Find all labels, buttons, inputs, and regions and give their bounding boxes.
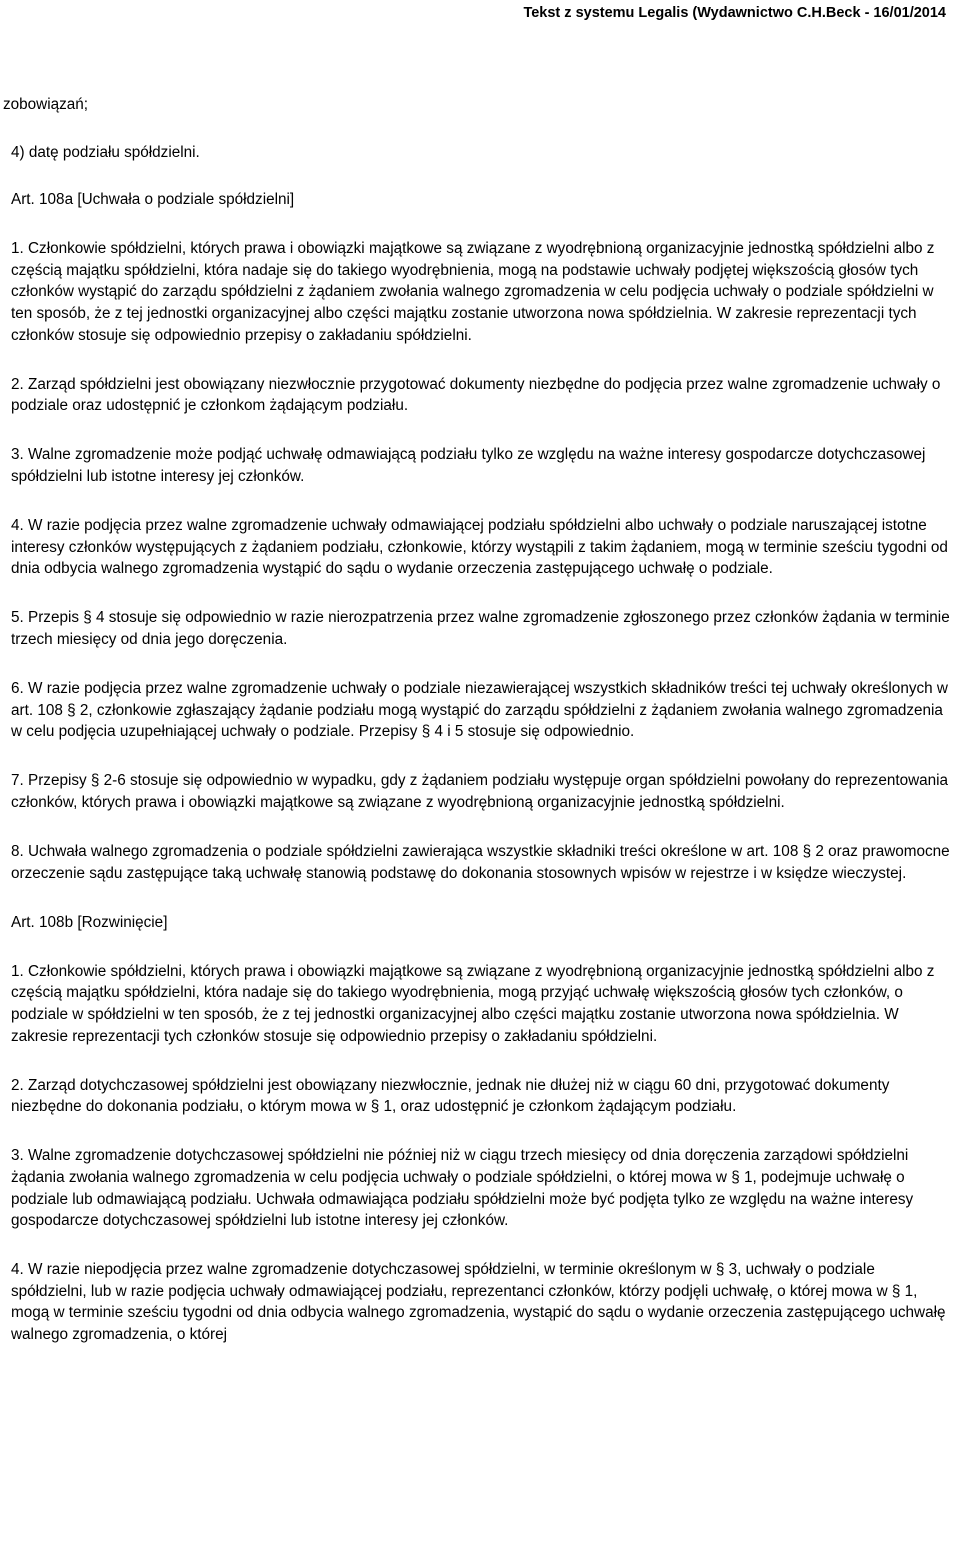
article-108b-paragraphs <box>3 961 953 1346</box>
source-header: Tekst z systemu Legalis (Wydawnictwo C.H.Beck - 16/01/2014 <box>523 5 946 21</box>
article-108a-para-3: 3. Walne zgromadzenie może podjąć uchwałę odmawiającą podziału tylko ze względu na ważne interesy gospodarcze dotychczasowej spółdzielni lub istotne interesy jej członków. <box>11 446 926 486</box>
article-108b-para-4: 4. W razie niepodjęcia przez walne zgromadzenie dotychczasowej spółdzielni, w terminie określonym w § 3, uchwały o podziale spółdzielni, lub w razie podjęcia uchwały odmawiającej podziału, reprezentanci członków, którzy podjęli uchwałę, o której mowa w § 1, mogą w terminie sześciu tygodni od dnia odbycia walnego zgromadzenia, wystąpić do sądu o wydanie orzeczenia zastępującego uchwałę walnego zgromadzenia, o której <box>11 1261 946 1344</box>
article-108a-para-5: 5. Przepis § 4 stosuje się odpowiednio w razie nierozpatrzenia przez walne zgromadzenie zgłoszonego przez członków żądania w terminie trzech miesięcy od dnia jego doręczenia. <box>11 609 950 648</box>
article-108b-heading: Art. 108b [Rozwinięcie] <box>11 913 168 931</box>
article-108a-paragraphs <box>3 238 953 884</box>
document-body <box>3 94 953 1346</box>
article-108a-para-6: 6. W razie podjęcia przez walne zgromadzenie uchwały o podziale niezawierającej wszystkich składników treści tej uchwały określonych w art. 108 § 2, członkowie zgłaszający żądanie podziału mogą wystąpić do zarządu spółdzielni z żądaniem zwołania walnego zgromadzenia w celu podjęcia uzupełniającej uchwały o podziale. Przepisy § 4 i 5 stosuje się odpowiednio. <box>11 680 948 741</box>
article-108a-para-1: 1. Członkowie spółdzielni, których prawa i obowiązki majątkowe są związane z wyodrębnioną organizacyjnie jednostką spółdzielni albo z częścią majątku spółdzielni, która nadaje się do takiego wyodrębnienia, mogą na podstawie uchwały podjętej większością głosów tych członków wystąpić do zarządu spółdzielni z żądaniem zwołania walnego zgromadzenia w celu podjęcia uchwały o podziale spółdzielni w ten sposób, że z tej jednostki organizacyjnej albo części majątku zostanie utworzona nowa spółdzielnia. W zakresie reprezentacji tych członków stosuje się odpowiednio przepisy o zakładaniu spółdzielni. <box>11 240 935 344</box>
article-108a-para-2: 2. Zarząd spółdzielni jest obowiązany niezwłocznie przygotować dokumenty niezbędne do podjęcia przez walne zgromadzenie uchwały o podziale oraz udostępnić je członkom żądającym podziału. <box>11 375 941 415</box>
article-108a-para-8: 8. Uchwała walnego zgromadzenia o podziale spółdzielni zawierająca wszystkie składniki treści określone w art. 108 § 2 oraz prawomocne orzeczenie sądu zastępujące taką uchwałę stanowią podstawę do dokonania stosownych wpisów w rejestrze i w księdze wieczystej. <box>11 843 950 882</box>
article-108a-para-7: 7. Przepisy § 2-6 stosuje się odpowiednio w wypadku, gdy z żądaniem podziału występuje organ spółdzielni powołany do reprezentowania członków, których prawa i obowiązki majątkowe są związane z wyodrębnioną organizacyjnie jednostką spółdzielni. <box>11 772 949 811</box>
article-108b-para-1: 1. Członkowie spółdzielni, których prawa i obowiązki majątkowe są związane z wyodrębnioną organizacyjnie jednostką spółdzielni albo z częścią majątku spółdzielni, która nadaje się do takiego wyodrębnienia, mogą przyjąć uchwałę większością głosów tych członków, o podziale w spółdzielni w ten sposób, że z tej jednostki organizacyjnej albo części majątku zostanie utworzona nowa spółdzielnia. W zakresie reprezentacji tych członków stosuje się odpowiednio przepisy o zakładaniu spółdzielni. <box>11 962 935 1045</box>
article-108a-heading: Art. 108a [Uchwała o podziale spółdzielni] <box>11 191 295 209</box>
article-108a-para-4: 4. W razie podjęcia przez walne zgromadzenie uchwały odmawiającej podziału spółdzielni albo uchwały o podziale naruszającej istotne interesy członków występujących z żądaniem podziału, członkowie, którzy wystąpili z takim żądaniem, mogą w terminie sześciu tygodni od dnia odbycia walnego zgromadzenia wystąpić do sądu o wydanie orzeczenia zastępującego uchwałę o podziale. <box>11 517 948 578</box>
article-108b-para-2: 2. Zarząd dotychczasowej spółdzielni jest obowiązany niezwłocznie, jednak nie dłużej niż w ciągu 60 dni, przygotować dokumenty niezbędne do dokonania podziału, o którym mowa w § 1, oraz udostępnić je członkom żądającym podziału. <box>11 1076 890 1116</box>
lead-fragment: zobowiązań; <box>3 96 89 113</box>
list-item-4: 4) datę podziału spółdzielni. <box>11 143 200 161</box>
article-108b-para-3: 3. Walne zgromadzenie dotychczasowej spółdzielni nie później niż w ciągu trzech miesięcy od dnia doręczenia zarządowi spółdzielni żądania zwołania walnego zgromadzenia w celu podjęcia uchwały o podziale spółdzielni, o której mowa w § 1, podejmuje uchwałę o podziale lub odmawiającą podziału. Uchwała odmawiająca podziału spółdzielni może być podjęta tylko ze względu na ważne interesy gospodarcze dotychczasowej spółdzielni lub istotne interesy jej członków. <box>11 1147 914 1230</box>
